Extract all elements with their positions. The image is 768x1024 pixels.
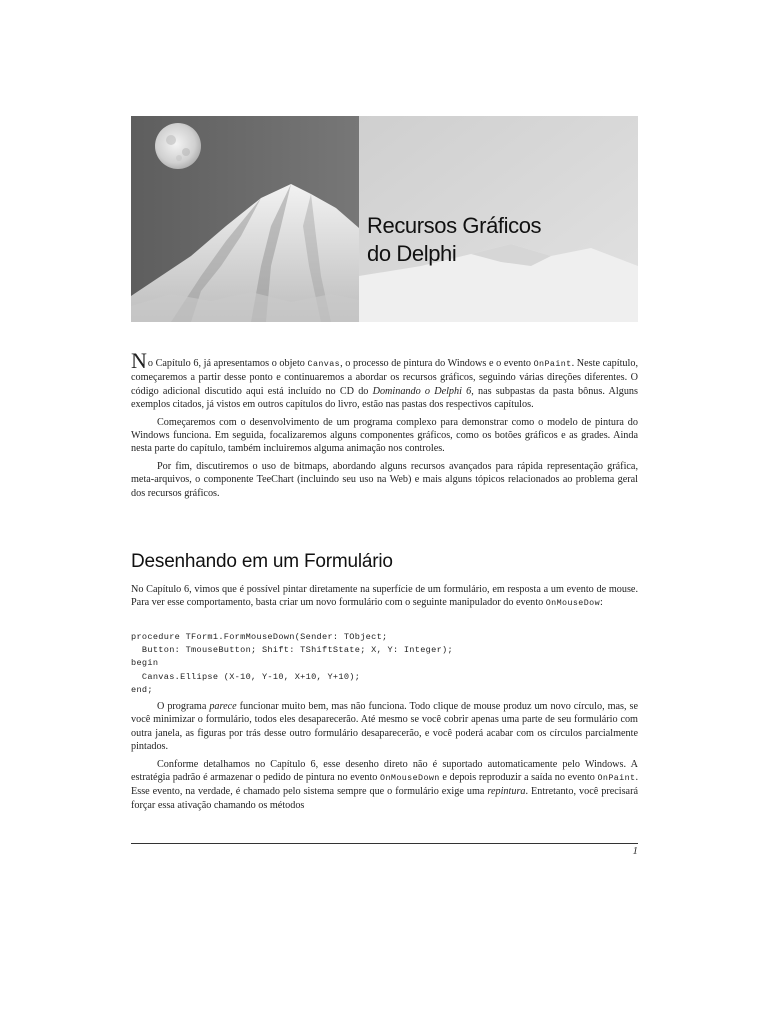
intro-p1-text-2: , o processo de pintura do Windows e o evento — [340, 358, 534, 369]
section-p3-text-4: . Entretanto, você precisará forçar essa ativação chamando os métodos — [131, 786, 638, 811]
chapter-title — [367, 212, 627, 268]
section-intro-text — [131, 583, 638, 615]
intro-p1-text-1: o Capítulo 6, já apresentamos o objeto — [147, 358, 308, 369]
section-paragraph-1 — [131, 583, 638, 611]
section-body-text — [131, 700, 638, 816]
section-p1-text-2: : — [600, 597, 603, 609]
code-line: procedure TForm1.FormMouseDown(Sender: TObject; — [131, 632, 388, 642]
intro-paragraph-2: Começaremos com o desenvolvimento de um programa complexo para demonstrar como o modelo de pintura do Windows funciona. Em seguida, focalizaremos alguns componentes gráficos, como os botões gráficos e as grades. Ainda nesta parte do capítulo, também incluiremos alguma animação nos controles. — [131, 416, 638, 455]
section-heading: Desenhando em um Formulário — [131, 551, 393, 572]
intro-p1-text-4: , nas subpastas da pasta bônus. Alguns exemplos citados, já vistos em outros capítulos do livro, estão nas pastas dos respectivos capítulos. — [131, 385, 638, 411]
chapter-title-line1: Recursos Gráficos — [367, 213, 542, 238]
code-term-onpaint: OnPaint — [533, 359, 572, 369]
section-p2-text-1: O programa — [157, 701, 210, 712]
section-p1-text-1: No Capítulo 6, vimos que é possível pintar diretamente na superfície de um formulário, em resposta a um evento de mouse. Para ver esse comportamento, basta criar um novo formulário com o seguinte manipulador do evento — [131, 584, 638, 609]
code-line: Canvas.Ellipse (X-10, Y-10, X+10, Y+10); — [131, 671, 361, 682]
section-p3-text-1: Conforme detalhamos no Capítulo 6, esse desenho direto não é suportado automaticamente pelo Windows. A estratégia padrão é armazenar o pedido de pintura no evento — [131, 758, 638, 784]
book-title: Dominando o Delphi 6 — [372, 385, 472, 397]
code-line: end; — [131, 684, 153, 695]
intro-p1-text-3: . Neste capítulo, começaremos a partir desse ponto e continuaremos a abordar os recursos gráficos, seguindo várias direções diferentes. O código adicional discutido aqui está incluído no CD do — [131, 358, 638, 397]
section-p3-text-3: . Esse evento, na verdade, é chamado pelo sistema sempre que o formulário exige uma — [131, 772, 638, 798]
section-paragraph-3 — [131, 758, 638, 813]
code-listing — [131, 631, 638, 697]
section-paragraph-2 — [131, 700, 638, 754]
emphasis-parece: parece — [209, 701, 237, 712]
code-term-onmousedown: OnMouseDown — [380, 773, 440, 784]
code-line: Button: TmouseButton; Shift: TShiftState; X, Y: Integer); — [131, 645, 453, 656]
emphasis-repintura: repintura — [487, 786, 526, 798]
intro-paragraph-3: Por fim, discutiremos o uso de bitmaps, abordando alguns recursos avançados para rápida representação gráfica, meta-arquivos, o componente TeeChart (incluindo seu uso na Web) e mais alguns tópicos relacionados ao problema geral dos recursos gráficos. — [131, 460, 638, 499]
footer-rule — [131, 843, 638, 844]
code-term-onmousedow: OnMouseDow — [545, 598, 600, 609]
section-p3-text-2: e depois reproduzir a saída no evento — [439, 772, 598, 784]
section-p2-text-2: funcionar muito bem, mas não funciona. Todo clique de mouse produz um novo círculo, mas, se você minimizar o formulário, todos eles desaparecerão. Até mesmo se você cobrir apenas uma parte de seu formulário com outra janela, as figuras por trás desse outro formulário desaparecerão, e você poderá acabar com os círculos parcialmente pintados. — [131, 701, 638, 753]
chapter-title-line2: do Delphi — [367, 241, 457, 266]
page-number: 1 — [632, 845, 638, 857]
dropcap: N — [131, 348, 147, 373]
intro-paragraph-1 — [131, 348, 638, 412]
code-line: begin — [131, 658, 159, 669]
intro-text — [131, 348, 638, 504]
moon-icon — [155, 123, 201, 169]
code-term-onpaint-2: OnPaint — [597, 773, 636, 784]
code-term-canvas: Canvas — [307, 359, 341, 369]
